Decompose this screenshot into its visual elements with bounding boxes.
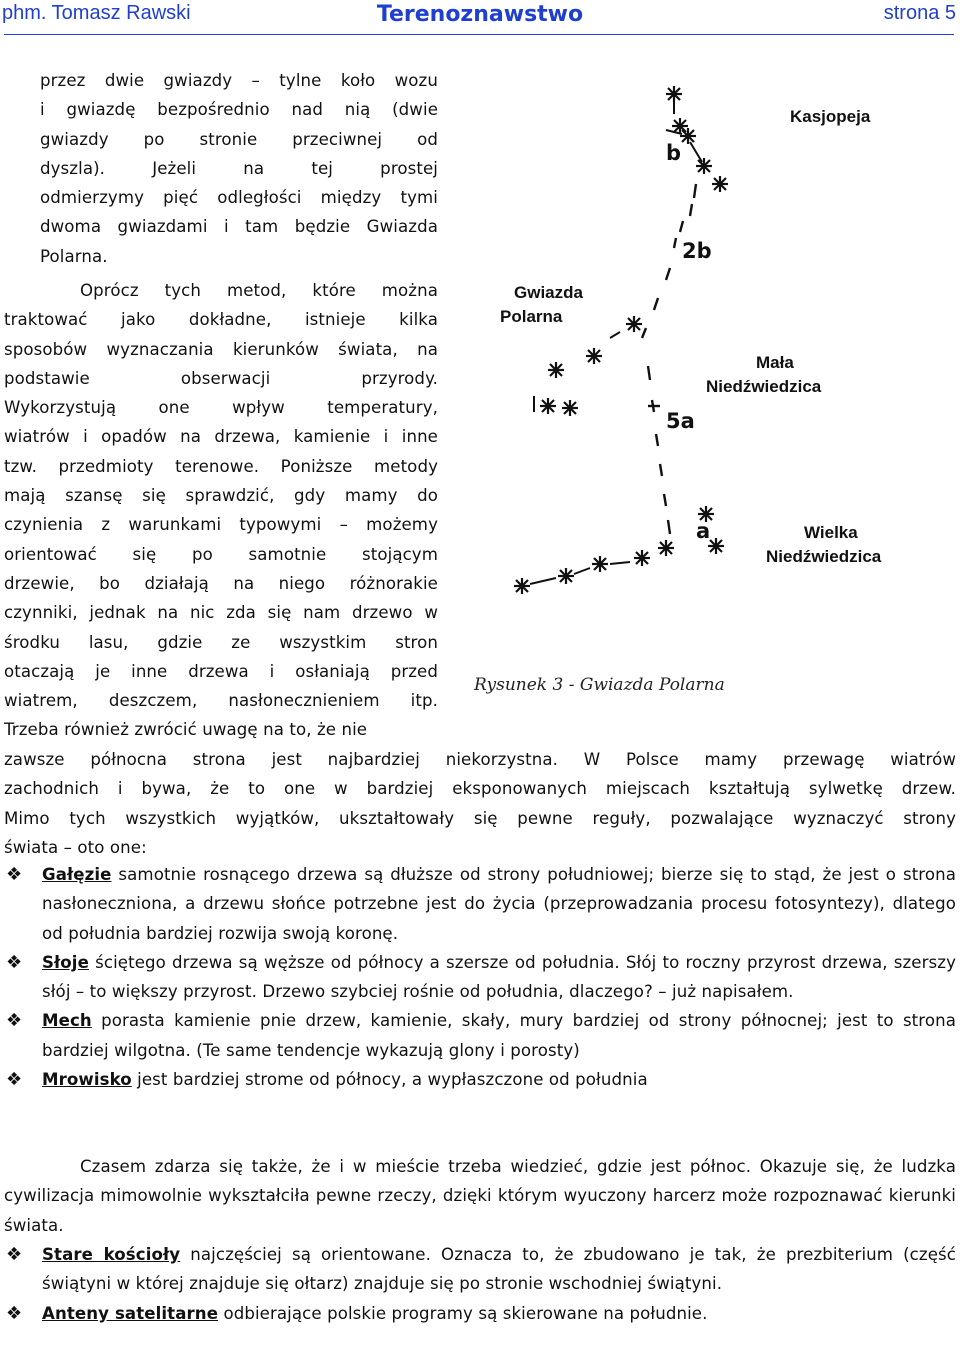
text-line: Mimo tych wszystkich wyjątków, ukształtowały się pewne reguły, pozwalające wyznaczyć strony	[4, 808, 956, 828]
text-line: drzewie, bo działają na niego różnorakie	[4, 573, 438, 593]
text-line: otaczają je inne drzewa i osłaniają przed	[4, 661, 438, 681]
polaris-star	[626, 316, 642, 332]
label-polarna: Polarna	[500, 307, 563, 326]
paragraph-text: Czasem zdarza się także, że i w mieście trzeba wiedzieć, gdzie jest północ. Okazuje się, że ludzka cywilizacja mimowolnie wykształciła pewne rzeczy, dzięki którym wyuczony harcerz może rozpoznawać kierunki świata.	[4, 1157, 956, 1235]
page-header	[0, 0, 960, 32]
text-line: świata – oto one:	[4, 837, 147, 857]
mark-5a: 5a	[666, 409, 695, 433]
guide-line-bottom	[648, 366, 670, 534]
text-line: czynniki, jednak na nic zda się nam drzewo w	[4, 603, 438, 623]
header-title: Terenoznawstwo	[376, 2, 584, 27]
text-line: orientować się po samotnie stojącym	[4, 544, 438, 564]
list-item-keyword: Mrowisko	[42, 1070, 132, 1090]
label-mala: Mała	[756, 353, 794, 372]
list-item-text: ściętego drzewa są węższe od północy a szersze od południa. Słój to roczny przyrost drzewa, szerszy słój – to większy przyrost. Drzewo szybciej rośnie od południa, dlaczego? – już napisałem.	[42, 952, 956, 1002]
header-page-number: strona 5	[883, 2, 956, 24]
diamond-bullet-icon: ❖	[6, 1069, 23, 1091]
list-item-keyword: Stare kościoły	[42, 1245, 181, 1264]
city-paragraph	[4, 1152, 956, 1240]
list-item-text: najczęściej są orientowane. Oznacza to, że zbudowano je tak, że prezbiterium (część świątyni w której znajduje się ołtarz) znajduje się po stronie wschodniej świątyni.	[42, 1245, 956, 1294]
text-line: sposobów wyznaczania kierunków świata, na	[4, 339, 438, 359]
text-line: podstawie obserwacji przyrody.	[4, 368, 438, 388]
diamond-bullet-icon: ❖	[6, 1302, 23, 1324]
label-gwiazda: Gwiazda	[514, 283, 583, 302]
text-line: Trzeba również zwrócić uwagę na to, że nie	[4, 720, 368, 740]
list-item-keyword: Gałęzie	[42, 865, 112, 884]
list-item-keyword: Anteny satelitarne	[42, 1303, 219, 1323]
mark-2b: 2b	[682, 239, 712, 263]
star-map-figure	[470, 66, 950, 634]
label-niedzwiedzica-wielka: Niedźwiedzica	[766, 547, 882, 566]
list-item	[4, 860, 956, 948]
label-kasjopeja: Kasjopeja	[790, 107, 871, 126]
list-item-text: jest bardziej strome od północy, a wypłaszczone od południa	[131, 1070, 648, 1090]
list-item-keyword: Słoje	[42, 952, 89, 972]
text-line: środku lasu, gdzie ze wszystkim stron	[4, 632, 438, 652]
left-column-intro	[40, 66, 438, 271]
figure-caption: Rysunek 3 - Gwiazda Polarna	[474, 675, 725, 695]
text-line: przez dwie gwiazdy – tylne koło wozu	[40, 71, 438, 90]
text-line: dwoma gwiazdami i tam będzie Gwiazda	[40, 217, 438, 237]
text-line: gwiazdy po stronie przeciwnej od	[40, 129, 438, 149]
cassiopeia-constellation	[666, 86, 728, 192]
text-line: i gwiazdę bezpośrednio nad nią (dwie	[40, 100, 438, 120]
left-column-paragraph	[4, 276, 438, 745]
big-dipper-constellation	[514, 506, 724, 594]
list-item-keyword: Mech	[42, 1011, 92, 1031]
text-line: czynienia z warunkami typowymi – możemy	[4, 515, 438, 535]
diamond-bullet-icon: ❖	[6, 1244, 23, 1265]
mark-a: a	[696, 519, 711, 543]
text-line: wiatrów i opadów na drzewa, kamienie i inne	[4, 427, 438, 447]
header-author: phm. Tomasz Rawski	[2, 2, 191, 24]
list-item-text: samotnie rosnącego drzewa są dłuższe od strony południowej; bierze się to stąd, że jest o strona nasłoneczniona, a drzewu słońce potrzebne jest do życia (przeprowadzania procesu fotosyntezy), dlatego od południa bardziej rozwija swoją koronę.	[42, 865, 956, 943]
text-line: traktować jako dokładne, istnieje kilka	[4, 310, 438, 330]
list-item	[4, 1240, 956, 1299]
list-item	[4, 1065, 956, 1094]
full-width-text	[4, 745, 956, 862]
list-item	[4, 1006, 956, 1065]
list-item-text: odbierające polskie programy są skierowane na południe.	[218, 1303, 708, 1323]
mark-b: b	[666, 141, 682, 165]
text-line: wiatrem, deszczem, nasłonecznieniem itp.	[4, 691, 438, 711]
header-rule	[4, 34, 954, 35]
text-line: zachodnich i bywa, że to one w bardziej eksponowanych miejscach kształtują sylwetkę drzew.	[4, 779, 956, 799]
text-line: odmierzymy pięć odległości między tymi	[40, 188, 438, 208]
rules-list	[4, 860, 956, 1094]
label-niedzwiedzica-mala: Niedźwiedzica	[706, 377, 822, 396]
diamond-bullet-icon: ❖	[6, 951, 23, 973]
text-line: Polarna.	[40, 246, 108, 266]
text-line: zawsze północna strona jest najbardziej niekorzystna. W Polsce mamy przewagę wiatrów	[4, 750, 956, 769]
label-wielka: Wielka	[804, 523, 858, 542]
little-dipper-constellation	[534, 332, 620, 416]
list-item-text: porasta kamienie pnie drzew, kamienie, skały, mury bardziej od strony północnej; jest to strona bardziej wilgotna. (Te same tendencje wykazują glony i porosty)	[42, 1011, 956, 1060]
diamond-bullet-icon: ❖	[6, 864, 23, 885]
city-rules-list	[4, 1240, 956, 1328]
text-line: Wykorzystują one wpływ temperatury,	[4, 398, 438, 418]
text-line: dyszla). Jeżeli na tej prostej	[40, 158, 438, 178]
text-line: tzw. przedmioty terenowe. Poniższe metody	[4, 456, 438, 476]
text-line: mają szansę się sprawdzić, gdy mamy do	[4, 486, 438, 506]
list-item	[4, 1299, 956, 1328]
diamond-bullet-icon: ❖	[6, 1010, 23, 1032]
text-line: Oprócz tych metod, które można	[80, 281, 438, 300]
list-item	[4, 948, 956, 1007]
